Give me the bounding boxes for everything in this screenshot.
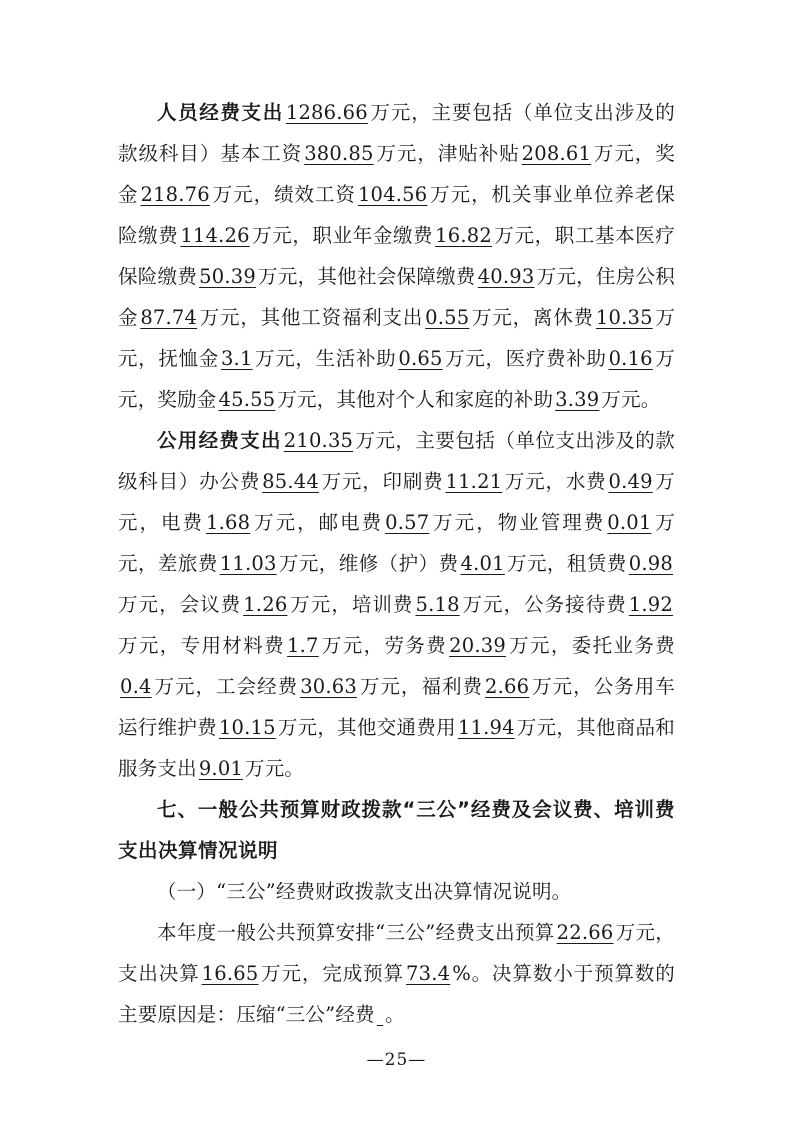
underlined-value: 50.39 [199, 265, 256, 288]
text-run: 万元，抚恤金 [118, 306, 676, 370]
text-run: 万元，职业年金缴费 [251, 224, 434, 247]
text-run: 万元，绩效工资 [211, 183, 356, 206]
section-heading: 七、一般公共预算财政拨款“三公”经费及会议费、培训费支出决算情况说明 [118, 798, 675, 862]
text-run: 万元，会议费 [118, 593, 242, 616]
underlined-value: 87.74 [140, 306, 198, 329]
underlined-value [375, 1003, 385, 1026]
underlined-value: 3.1 [220, 347, 253, 370]
text-run: 万元，其他交通费用 [277, 716, 456, 739]
underlined-value: 10.15 [218, 716, 276, 739]
text-run: 万元，专用材料费 [118, 634, 286, 657]
document-body [118, 92, 675, 1035]
underlined-value: 0.57 [385, 511, 430, 534]
underlined-value: 0.49 [608, 470, 653, 493]
text-run: 万元，公务用车运行维护费 [118, 675, 675, 739]
underlined-value: 380.85 [304, 142, 374, 165]
underlined-value: 16.65 [201, 962, 259, 985]
text-run: 万元，奖金 [118, 142, 675, 206]
paragraph-content-public [118, 429, 675, 780]
text-run: 万元，物业管理费 [431, 511, 606, 534]
underlined-value: 45.55 [218, 388, 276, 411]
text-run: 万元，培训费 [289, 593, 414, 616]
text-run: 万元，工会经费 [153, 675, 299, 698]
underlined-value: 11.21 [445, 470, 503, 493]
text-run: 万元。 [601, 388, 661, 411]
text-run: 万元，其他社会保障缴费 [257, 265, 476, 288]
text-run: 万元，主要包括（单位支出涉及的款级科目）基本工资 [118, 101, 675, 165]
text-run: 万元，机关事业单位养老保险缴费 [118, 183, 675, 247]
page-number: —25— [366, 1050, 427, 1070]
underlined-value: 1.68 [206, 511, 251, 534]
text-run: 万元，邮电费 [252, 511, 384, 534]
underlined-value: 5.18 [415, 593, 460, 616]
text-run: 万元，劳务费 [320, 634, 448, 657]
underlined-value: 16.82 [435, 224, 492, 247]
text-run: 万元，生活补助 [254, 347, 397, 370]
text-run: 万元，职工基本医疗保险缴费 [118, 224, 675, 288]
underlined-value: 0.4 [120, 675, 152, 698]
paragraph-public-expenditure [118, 420, 675, 789]
text-run: 万元，其他商品和服务支出 [118, 716, 675, 780]
underlined-value: 114.26 [180, 224, 250, 247]
text-run: 万元，福利费 [359, 675, 484, 698]
text-run: 万元，其他工资福利支出 [199, 306, 424, 329]
underlined-value: 1.26 [243, 593, 288, 616]
text-run: 万元，维修（护）费 [278, 552, 459, 575]
underlined-value: 1.92 [628, 593, 674, 616]
text-run: 万元，支出决算 [118, 921, 675, 985]
underlined-value: 0.98 [628, 552, 673, 575]
underlined-value: 0.55 [425, 306, 470, 329]
subsection-heading: （一）“三公”经费财政拨款支出决算情况说明。 [157, 880, 572, 903]
paragraph-content-personnel [118, 101, 675, 411]
underlined-value: 20.39 [449, 634, 506, 657]
text-run: 万元，租赁费 [506, 552, 627, 575]
underlined-value: 85.44 [262, 470, 319, 493]
underlined-value: 1286.66 [285, 101, 368, 124]
text-run: 万元，住房公积金 [118, 265, 675, 329]
text-run: 万元，离休费 [471, 306, 594, 329]
underlined-value: 73.4 [406, 962, 451, 985]
text-run: 万元，公务接待费 [461, 593, 627, 616]
underlined-value: 208.61 [521, 142, 592, 165]
text-run: %。决算数小于预算数的主要原因是：压缩“三公”经费 [118, 962, 675, 1026]
underlined-value: 0.16 [608, 347, 653, 370]
underlined-value: 0.65 [398, 347, 443, 370]
underlined-value: 22.66 [556, 921, 614, 944]
text-run: 万元，奖励金 [118, 347, 675, 411]
underlined-value: 104.56 [357, 183, 428, 206]
text-run: 万元，津贴补贴 [375, 142, 520, 165]
underlined-value: 0.01 [607, 511, 652, 534]
text-run: 。 [385, 1003, 405, 1026]
text-run: 万元，其他对个人和家庭的补助 [277, 388, 554, 411]
underlined-value: 40.93 [477, 265, 535, 288]
underlined-value: 2.66 [485, 675, 530, 698]
text-run: 万元，医疗费补助 [444, 347, 607, 370]
underlined-value: 10.35 [595, 306, 653, 329]
text-run: 万元，印刷费 [321, 470, 444, 493]
underlined-value: 4.01 [460, 552, 505, 575]
underlined-value: 11.94 [457, 716, 515, 739]
text-run: 万元，电费 [118, 470, 675, 534]
paragraph-lead-public: 公用经费支出 [157, 429, 282, 452]
underlined-value: 30.63 [300, 675, 358, 698]
paragraph-personnel-expenditure [118, 92, 675, 420]
text-run: 万元，水费 [504, 470, 607, 493]
underlined-value: 3.39 [555, 388, 600, 411]
underlined-value: 11.03 [219, 552, 277, 575]
paragraph-lead-personnel: 人员经费支出 [157, 101, 284, 124]
underlined-value: 218.76 [140, 183, 210, 206]
text-run: 万元，委托业务费 [507, 634, 676, 657]
underlined-value: 210.35 [283, 429, 354, 452]
underlined-value: 1.7 [287, 634, 319, 657]
text-run: 本年度一般公共预算安排“三公”经费支出预算 [157, 921, 555, 944]
text-run: 万元，差旅费 [118, 511, 675, 575]
text-run: 万元，完成预算 [260, 962, 404, 985]
paragraph-content-closing [118, 921, 675, 1026]
text-run: 万元，主要包括（单位支出涉及的款级科目）办公费 [118, 429, 675, 493]
text-run: 万元。 [245, 757, 305, 780]
underlined-value: 9.01 [198, 757, 244, 780]
paragraph-closing [118, 912, 675, 1035]
